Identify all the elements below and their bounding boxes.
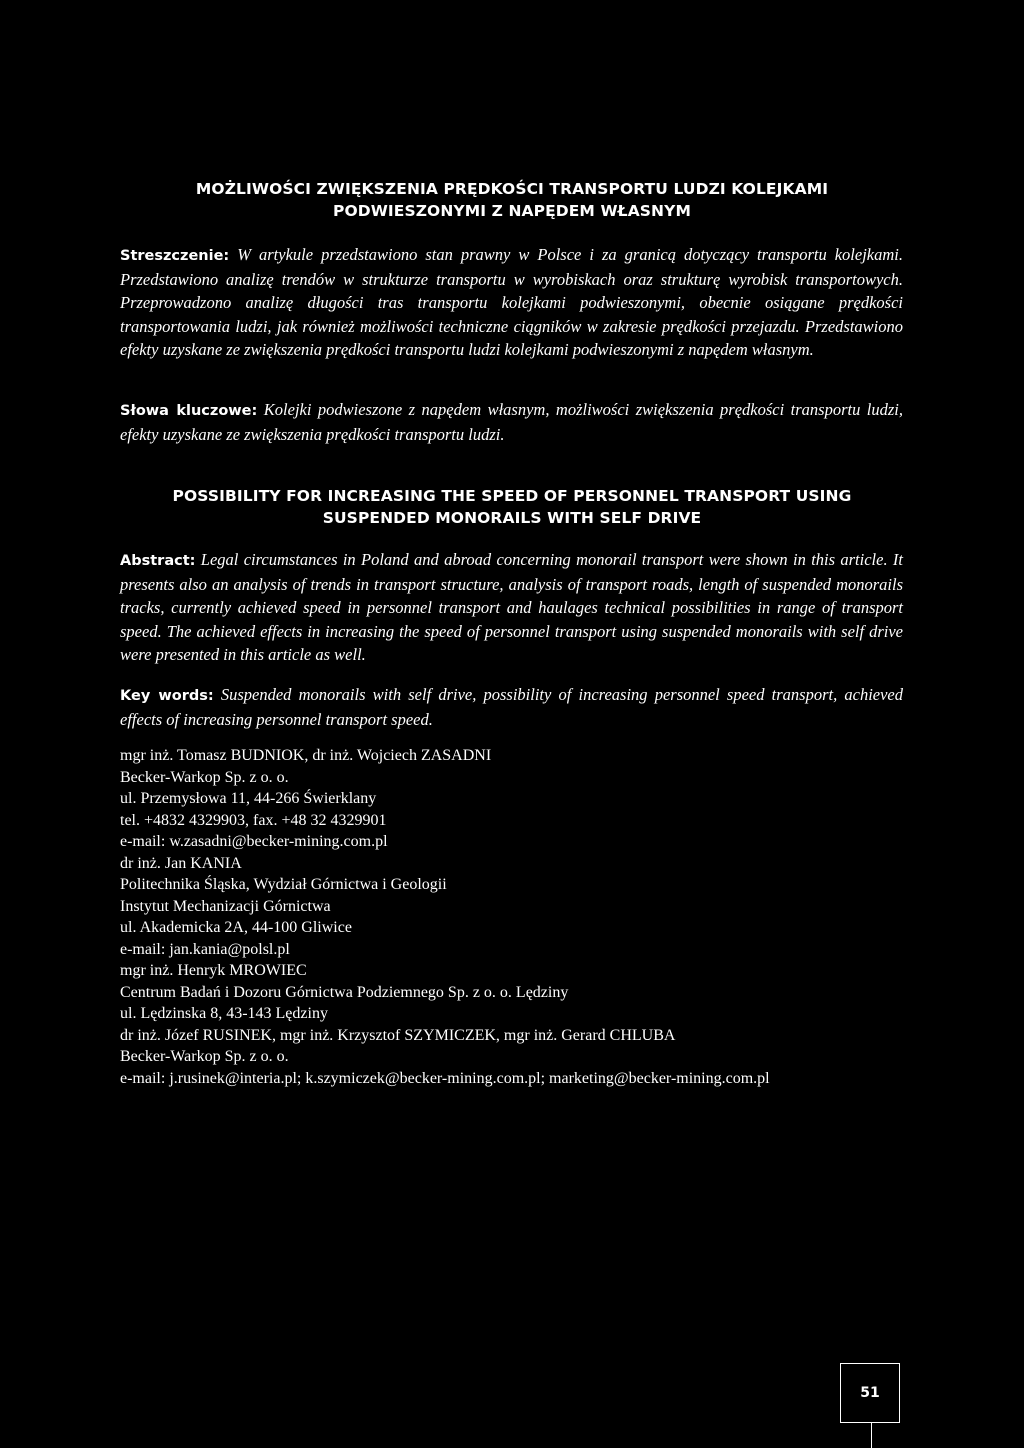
- english-title: [120, 485, 904, 529]
- contact-email: e-mail: jan.kania@polsl.pl: [120, 940, 290, 958]
- contact-line: Becker-Warkop Sp. z o. o.: [120, 768, 289, 786]
- polish-title-line-2: PODWIESZONYMI Z NAPĘDEM WŁASNYM: [333, 202, 691, 220]
- contact-line: ul. Lędzinska 8, 43-143 Lędziny: [120, 1005, 328, 1022]
- contact-line: Politechnika Śląska, Wydział Górnictwa i Geologii: [120, 876, 447, 893]
- english-abstract: [120, 548, 903, 666]
- contact-line: dr inż. Jan KANIA: [120, 854, 242, 872]
- english-abstract-label: Abstract:: [120, 553, 196, 569]
- contact-line: Centrum Badań i Dozoru Górnictwa Podziemnego Sp. z o. o. Lędziny: [120, 983, 569, 1001]
- author-contacts: [120, 745, 920, 1089]
- contact-email: e-mail: j.rusinek@interia.pl; k.szymiczek@becker-mining.com.pl; marketing@becker-mining.com.pl: [120, 1069, 770, 1087]
- contact-line: Instytut Mechanizacji Górnictwa: [120, 897, 331, 915]
- page-number-marker-line: [871, 1423, 872, 1448]
- polish-title-line-1: MOŻLIWOŚCI ZWIĘKSZENIA PRĘDKOŚCI TRANSPORTU LUDZI KOLEJKAMI: [195, 180, 829, 198]
- polish-keywords: [120, 398, 903, 446]
- english-title-line-2: SUSPENDED MONORAILS WITH SELF DRIVE: [322, 509, 702, 527]
- contact-line: dr inż. Józef RUSINEK, mgr inż. Krzysztof SZYMICZEK, mgr inż. Gerard CHLUBA: [120, 1026, 676, 1044]
- english-keywords: [120, 683, 903, 731]
- english-keywords-label: Key words:: [120, 688, 214, 704]
- contact-email: e-mail: w.zasadni@becker-mining.com.pl: [120, 833, 388, 850]
- polish-keywords-text: Kolejki podwieszone z napędem własnym, możliwości zwiększenia prędkości transportu ludzi, efekty uzyskane ze zwiększenia prędkości transportu ludzi.: [120, 400, 904, 445]
- contact-line: Becker-Warkop Sp. z o. o.: [120, 1048, 289, 1065]
- english-title-line-1: POSSIBILITY FOR INCREASING THE SPEED OF PERSONNEL TRANSPORT USING: [172, 487, 852, 505]
- polish-keywords-label: Słowa kluczowe:: [120, 403, 258, 419]
- page-number-box: [840, 1363, 900, 1423]
- contact-line: ul. Akademicka 2A, 44-100 Gliwice: [120, 919, 352, 936]
- contact-line: tel. +4832 4329903, fax. +48 32 4329901: [120, 811, 387, 829]
- polish-title: [120, 178, 904, 222]
- english-keywords-text: Suspended monorails with self drive, possibility of increasing personnel speed transport, achieved effects of increasing personnel transport speed.: [120, 685, 904, 730]
- page-number: 51: [860, 1385, 880, 1401]
- polish-abstract-text: W artykule przedstawiono stan prawny w Polsce i za granicą dotyczący transportu kolejkami. Przedstawiono analizę trendów w strukturze transportu w wyrobiskach oraz strukturę wyrobisk transportowych. Przeprowadzono analizę długości tras transportu kolejkami podwieszonymi, obecnie osiągane prędkości transportowania ludzi, jak również możliwości techniczne ciągników w zakresie prędkości przejazdu. Przedstawiono efekty uzyskane ze zwiększenia prędkości transportu ludzi kolejkami podwieszonymi z napędem własnym.: [120, 245, 904, 359]
- polish-abstract-label: Streszczenie:: [120, 248, 230, 264]
- polish-abstract: [120, 243, 903, 361]
- english-abstract-text: Legal circumstances in Poland and abroad concerning monorail transport were shown in this article. It presents also an analysis of trends in transport structure, analysis of transport roads, length of suspended monorails tracks, currently achieved speed in personnel transport and haulages technical possibilities in range of transport speed. The achieved effects in increasing the speed of personnel transport using suspended monorails with self drive were presented in this article as well.: [120, 550, 903, 664]
- contact-line: mgr inż. Tomasz BUDNIOK, dr inż. Wojciech ZASADNI: [120, 747, 492, 764]
- contact-line: mgr inż. Henryk MROWIEC: [120, 962, 307, 979]
- contact-line: ul. Przemysłowa 11, 44-266 Świerklany: [120, 790, 377, 807]
